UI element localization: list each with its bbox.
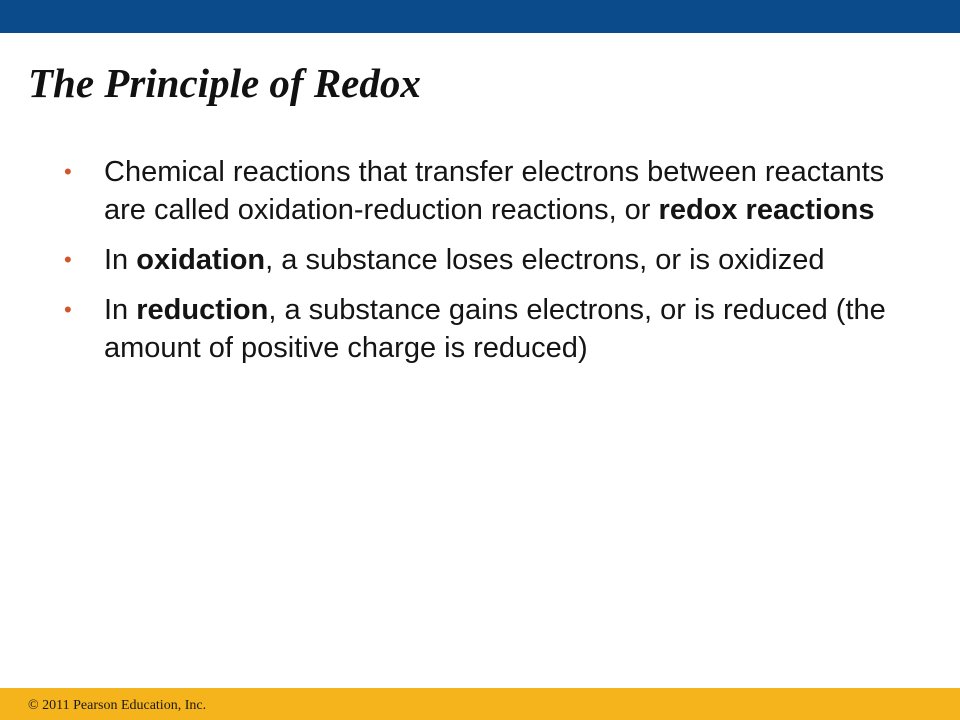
bullet-text-segment: In [104, 294, 137, 326]
bullet-item-redox [60, 153, 920, 229]
bullet-marker: • [64, 297, 72, 322]
bullet-text-segment: In [104, 244, 137, 276]
bullet-list [60, 153, 920, 367]
bullet-text-segment: , a substance gains electrons, or is reduced (the amount of positive charge is reduced) [104, 294, 886, 364]
bullet-term-reduction: reduction [136, 294, 269, 326]
bullet-item-oxidation [60, 241, 920, 279]
copyright-notice: © 2011 Pearson Education, Inc. [28, 698, 207, 713]
bullet-text [104, 294, 886, 364]
bullet-text [104, 244, 824, 276]
top-banner [0, 0, 960, 33]
bullet-marker: • [64, 247, 72, 272]
slide-title: The Principle of Redox [28, 60, 421, 106]
bullet-item-reduction [60, 291, 920, 367]
bullet-text-segment: , a substance loses electrons, or is oxidized [265, 244, 825, 276]
bullet-text [104, 156, 884, 226]
bullet-term-oxidation: oxidation [136, 244, 266, 276]
bullet-text-segment: Chemical reactions that transfer electrons between reactants are called oxidation-reduction reactions, or [104, 156, 885, 226]
bullet-marker: • [64, 159, 72, 184]
bullet-term-redox-reactions: redox reactions [658, 194, 875, 226]
